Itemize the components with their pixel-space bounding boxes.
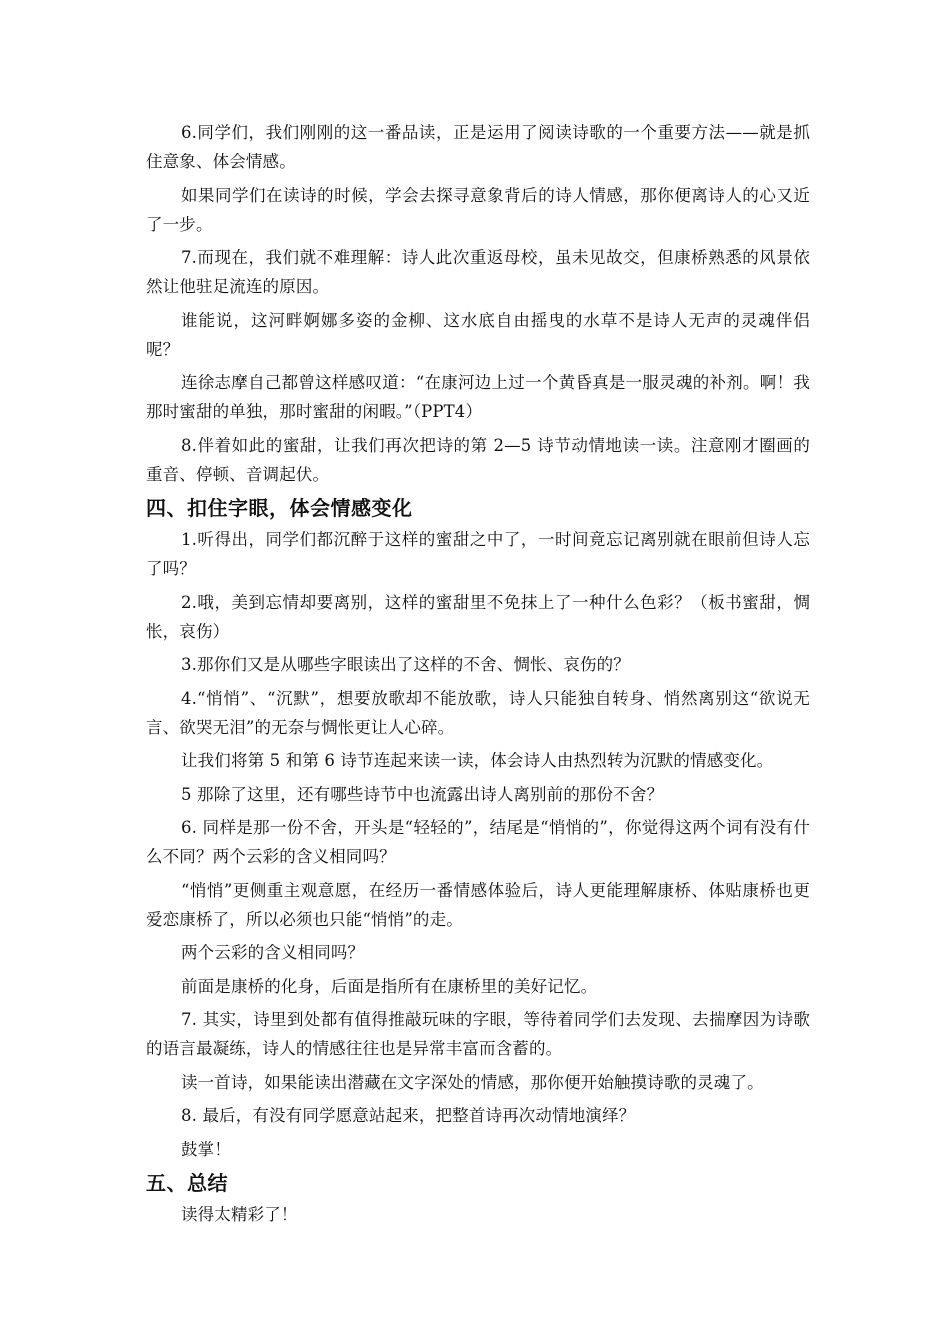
paragraph: 前面是康桥的化身，后面是指所有在康桥里的美好记忆。	[181, 976, 598, 996]
section-intro	[146, 118, 810, 489]
paragraph: 谁能说，这河畔婀娜多姿的金柳、这水底自由摇曳的水草不是诗人无声的灵魂伴侣呢？	[146, 310, 810, 359]
paragraph: 读一首诗，如果能读出潜藏在文字深处的情感，那你便开始触摸诗歌的灵魂了。	[181, 1072, 764, 1092]
paragraph: 两个云彩的含义相同吗？	[181, 943, 365, 962]
paragraph: 鼓掌！	[181, 1139, 231, 1159]
paragraph: 让我们将第 5 和第 6 诗节连起来读一读，体会诗人由热烈转为沉默的情感变化。	[181, 751, 774, 770]
paragraph: 7. 其实，诗里到处都有值得推敲玩味的字眼，等待着同学们去发现、去揣摩因为诗歌的语言最凝练，诗人的情感往往也是异常丰富而含蓄的。	[146, 1010, 810, 1058]
document-page	[146, 118, 810, 1234]
paragraph: 4.“悄悄”、“沉默”，想要放歌却不能放歌，诗人只能独自转身、悄然离别这“欲说无言、欲哭无泪”的无奈与惆怅更让人心碎。	[146, 688, 810, 737]
paragraph: 连徐志摩自己都曾这样感叹道：“在康河边上过一个黄昏真是一服灵魂的补剂。啊！我那时蜜甜的单独，那时蜜甜的闲暇。”（PPT4）	[146, 373, 810, 421]
section-four	[146, 493, 810, 1164]
paragraph: 7.而现在，我们就不难理解：诗人此次重返母校，虽未见故交，但康桥熟悉的风景依然让他驻足流连的原因。	[146, 248, 810, 296]
paragraph: “悄悄”更侧重主观意愿，在经历一番情感体验后，诗人更能理解康桥、体贴康桥也更爱恋康桥了，所以必须也只能“悄悄”的走。	[146, 880, 810, 929]
section-heading: 五、总结	[146, 1171, 228, 1195]
paragraph: 如果同学们在读诗的时候，学会去探寻意象背后的诗人情感，那你便离诗人的心又近了一步。	[146, 185, 810, 234]
paragraph: 6.同学们，我们刚刚的这一番品读，正是运用了阅读诗歌的一个重要方法——就是抓住意象、体会情感。	[146, 123, 810, 171]
section-five	[146, 1168, 810, 1229]
paragraph: 5 那除了这里，还有哪些诗节中也流露出诗人离别前的那份不舍？	[181, 784, 664, 804]
paragraph: 8. 最后，有没有同学愿意站起来，把整首诗再次动情地演绎？	[181, 1106, 636, 1125]
paragraph: 2.哦，美到忘情却要离别，这样的蜜甜里不免抹上了一种什么色彩？（板书蜜甜，惆怅，哀伤）	[146, 592, 810, 641]
section-heading: 四、扣住字眼，体会情感变化	[146, 496, 413, 520]
paragraph: 6. 同样是那一份不舍，开头是“轻轻的”，结尾是“悄悄的”，你觉得这两个词有没有什么不同？两个云彩的含义相同吗？	[146, 818, 810, 866]
paragraph: 3.那你们又是从哪些字眼读出了这样的不舍、惆怅、哀伤的？	[181, 655, 630, 674]
paragraph: 8.伴着如此的蜜甜，让我们再次把诗的第 2—5 诗节动情地读一读。注意刚才圈画的重音、停顿、音调起伏。	[146, 435, 810, 484]
paragraph: 读得太精彩了！	[181, 1205, 298, 1224]
paragraph: 1.听得出，同学们都沉醉于这样的蜜甜之中了，一时间竟忘记离别就在眼前但诗人忘了吗？	[146, 530, 810, 578]
